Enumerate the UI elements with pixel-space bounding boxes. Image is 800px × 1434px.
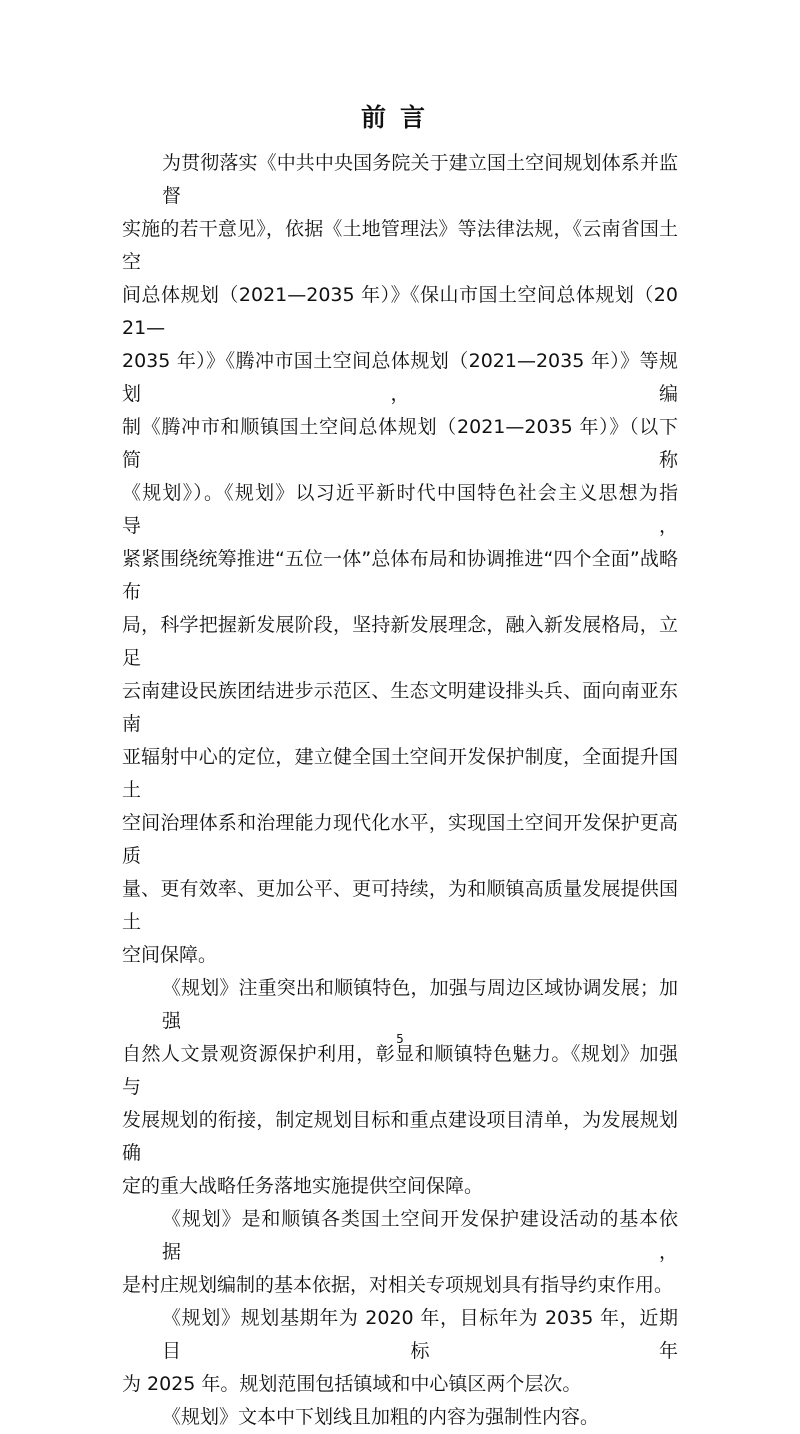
paragraph-line: 紧紧围绕统筹推进“五位一体”总体布局和协调推进“四个全面”战略布 [122,548,678,603]
paragraph-line: 2035 年）》《腾冲市国土空间总体规划（2021—2035 年）》等规划，编 [122,350,678,405]
paragraph-line: 局，科学把握新发展阶段，坚持新发展理念，融入新发展格局，立足 [122,614,678,669]
paragraph-line: 空间保障。 [122,944,218,966]
paragraph-line: 《规划》文本中下划线且加粗的内容为强制性内容。 [162,1406,600,1428]
paragraph-line: 空间治理体系和治理能力现代化水平，实现国土空间开发保护更高质 [122,812,678,867]
paragraph-line: 《规划》是和顺镇各类国土空间开发保护建设活动的基本依据， [162,1208,678,1263]
page-title: 前言 [360,103,439,132]
paragraph [122,147,678,972]
paragraph-line: 为贯彻落实《中共中央国务院关于建立国土空间规划体系并监督 [162,152,678,207]
paragraph [122,1401,678,1434]
paragraph-line: 制《腾冲市和顺镇国土空间总体规划（2021—2035 年）》（以下简称 [122,416,678,471]
paragraph-line: 量、更有效率、更加公平、更可持续，为和顺镇高质量发展提供国土 [122,878,678,933]
paragraph-line: 是村庄规划编制的基本依据，对相关专项规划具有指导约束作用。 [122,1274,674,1296]
paragraph [122,972,678,1203]
paragraph-line: 《规划》）。《规划》以习近平新时代中国特色社会主义思想为指导， [122,482,678,537]
paragraph-line: 定的重大战略任务落地实施提供空间保障。 [122,1175,484,1197]
paragraph-line: 亚辐射中心的定位，建立健全国土空间开发保护制度，全面提升国土 [122,746,678,801]
paragraph-line: 自然人文景观资源保护利用，彰显和顺镇特色魅力。《规划》加强与 [122,1043,678,1098]
page-number: 5 [396,1032,404,1046]
paragraph [122,1203,678,1302]
paragraph-line: 为 2025 年。规划范围包括镇域和中心镇区两个层次。 [122,1373,582,1395]
paragraph-line: 《规划》注重突出和顺镇特色，加强与周边区域协调发展；加强 [162,977,678,1032]
document-body [122,147,678,1434]
paragraph [122,1302,678,1401]
paragraph-line: 间总体规划（2021—2035 年）》《保山市国土空间总体规划（2021— [122,284,678,339]
paragraph-line: 实施的若干意见》，依据《土地管理法》等法律法规，《云南省国土空 [122,218,678,273]
paragraph-line: 《规划》规划基期年为 2020 年，目标年为 2035 年，近期目标年 [162,1307,678,1362]
paragraph-line: 云南建设民族团结进步示范区、生态文明建设排头兵、面向南亚东南 [122,680,678,735]
paragraph-line: 发展规划的衔接，制定规划目标和重点建设项目清单，为发展规划确 [122,1109,678,1164]
